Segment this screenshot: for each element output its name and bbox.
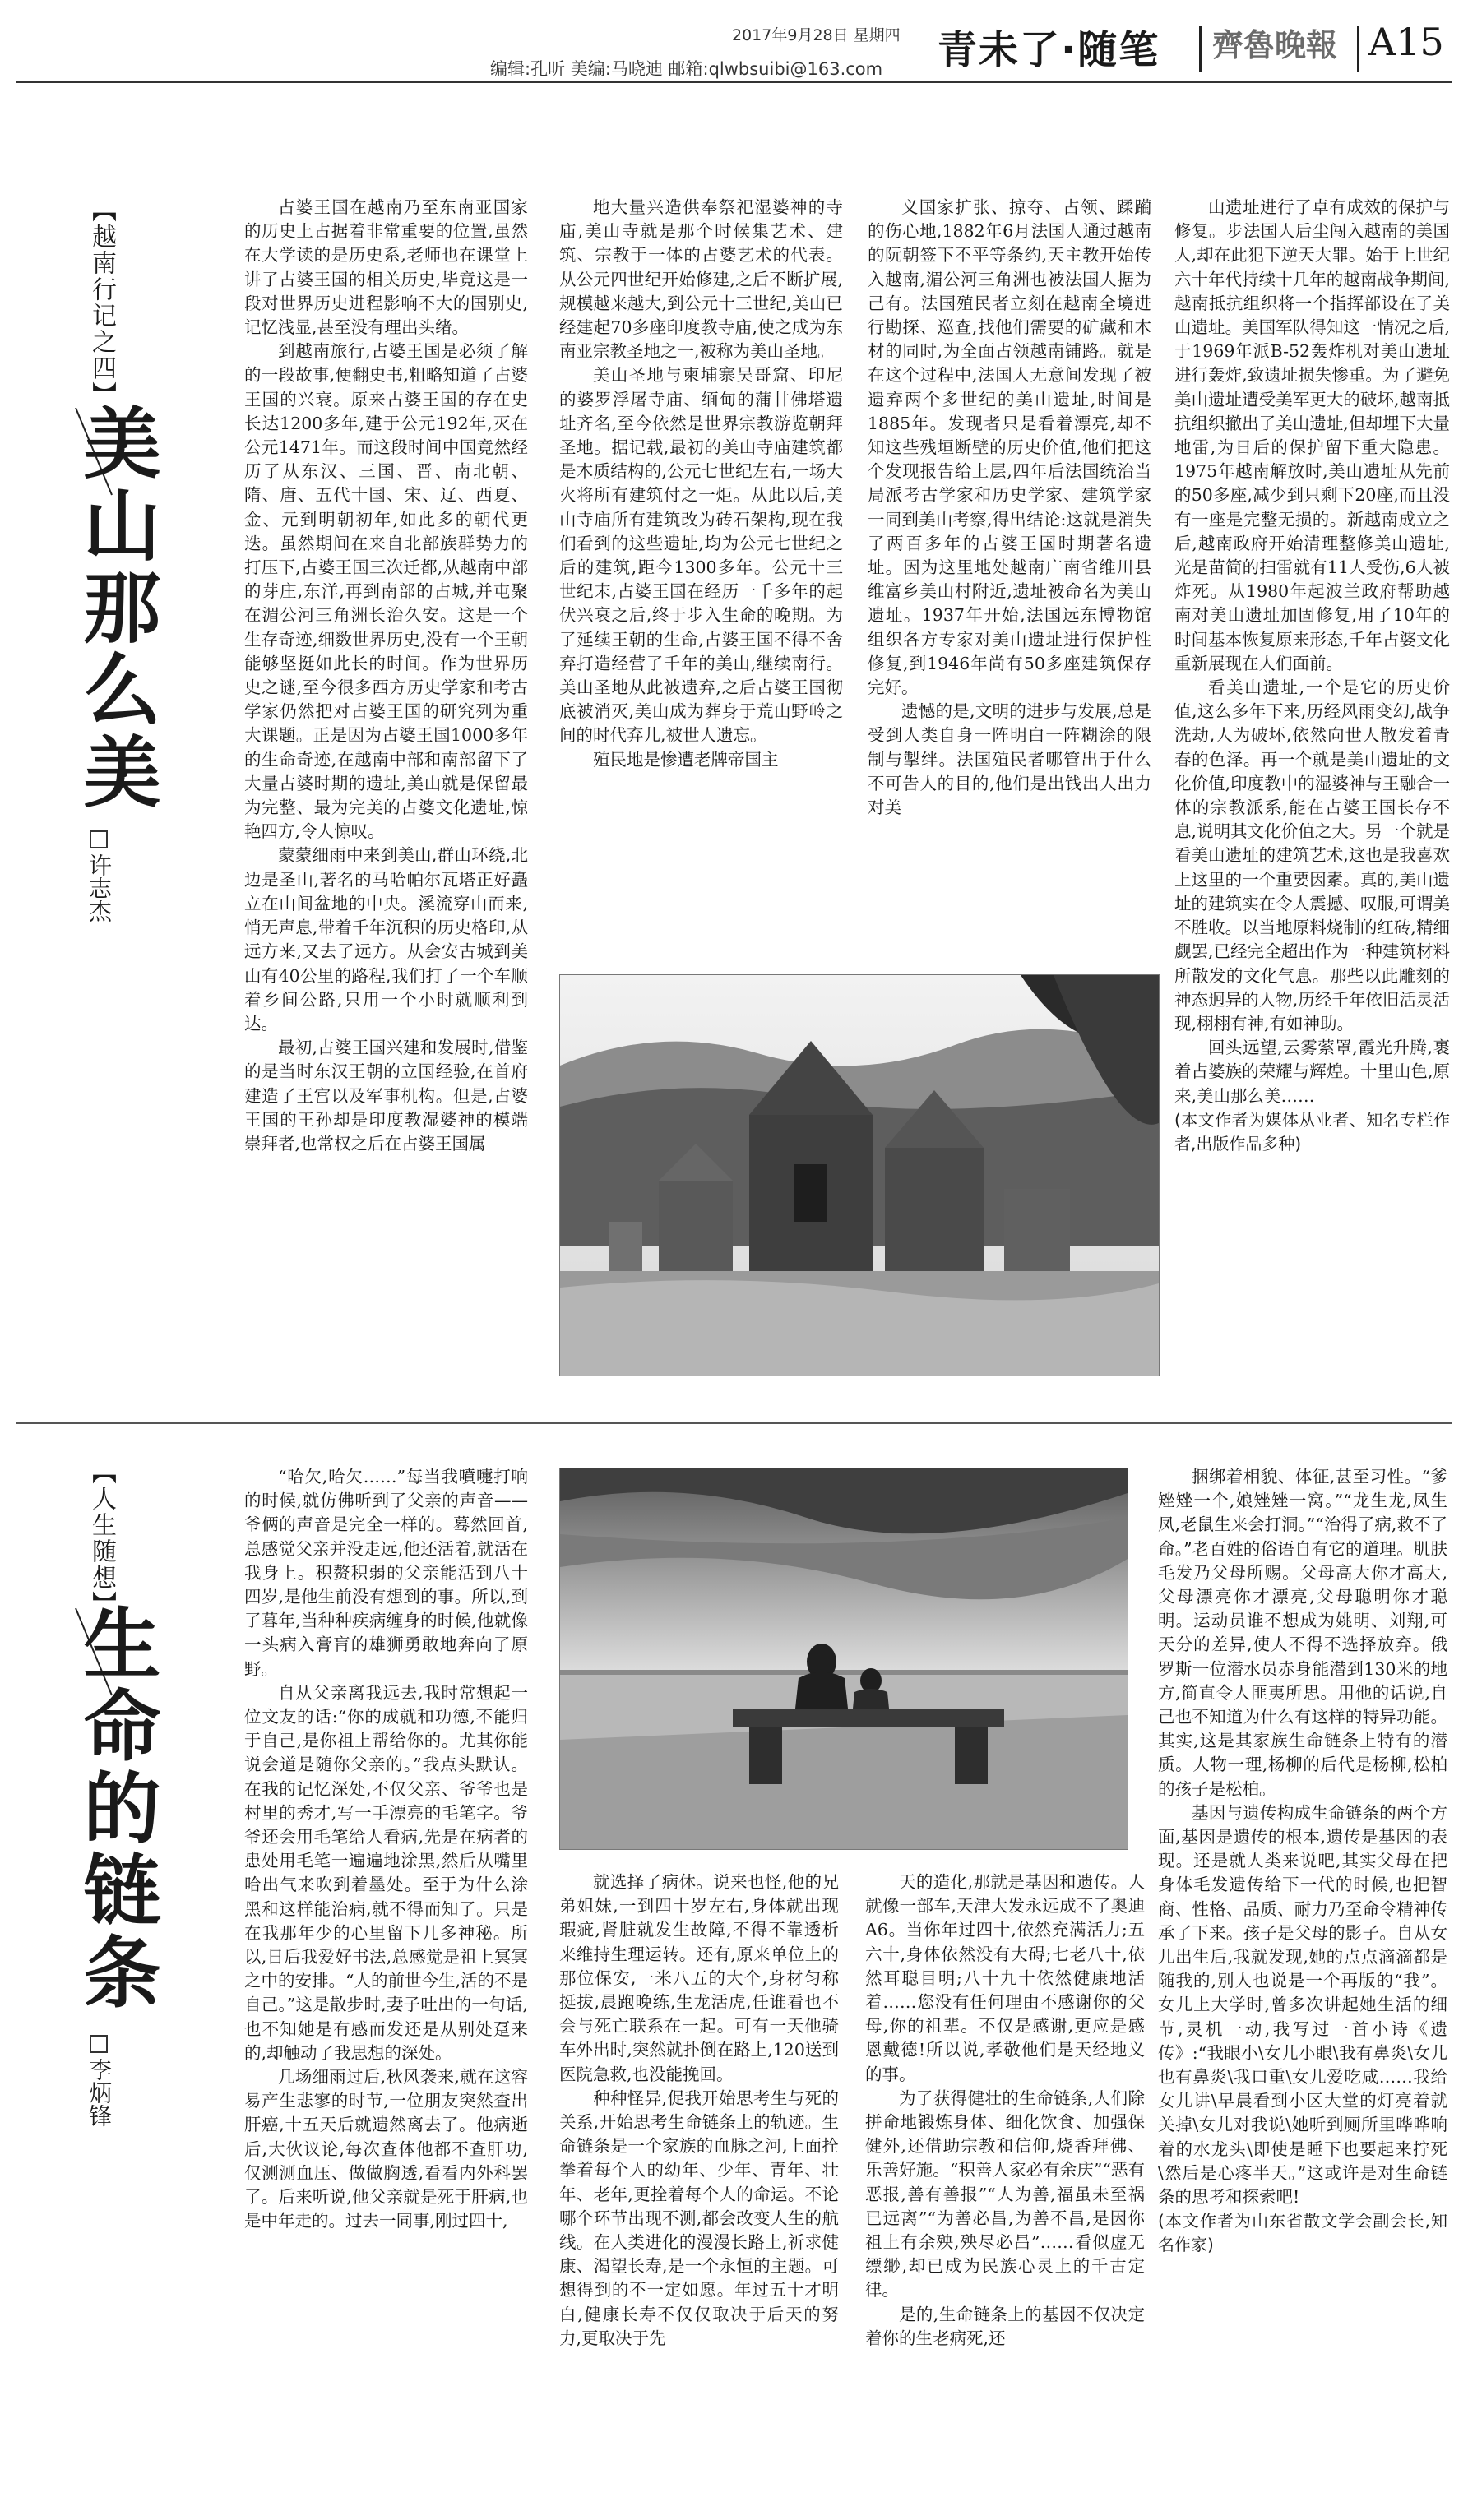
bench-seascape-photo bbox=[559, 1468, 1128, 1850]
newspaper-logo: 齊魯晚報 bbox=[1212, 26, 1338, 63]
paragraph: 捆绑着相貌、体征,甚至习性。“爹矬矬一个,娘矬矬一窝。”“龙生龙,凤生凤,老鼠生来会打洞。”“治得了病,救不了命。”老百姓的俗语自有它的道理。肌肤毛发乃父母所赐。父母高大你才高大,父母漂亮你才漂亮,父母聪明你才聪明。运动员谁不想成为姚明、刘翔,可天分的差异,使人不得不选择放弃。俄罗斯一位潜水员赤身能潜到130米的地方,简直令人匪夷所思。用他的话说,自己也不知道为什么有这样的特异功能。其实,这是其家族生命链条上特有的潜质。人物一理,杨柳的后代是杨柳,松柏的孩子是松柏。 bbox=[1158, 1467, 1447, 1799]
paragraph: 自从父亲离我远去,我时常想起一位文友的话:“你的成就和功德,不能归于自己,是你祖上帮给你的。尤其你能说会道是随你父亲的。”我点头默认。在我的记忆深处,不仅父亲、爷爷也是村里的秀才,写一手漂亮的毛笔字。爷爷还会用毛笔给人看病,先是在病者的患处用毛笔一遍遍地涂黑,然后从嘴里哈出气来吹到着墨处。至于为什么涂黑和这样能治病,就不得而知了。只是在我那年少的心里留下几多神秘。所以,日后我爱好书法,总感觉是祖上冥冥之中的安排。“人的前世今生,活的不是自己。”这是散步时,妻子吐出的一句话,也不知她是有感而发还是从别处趸来的,却触动了我思想的深处。 bbox=[244, 1682, 528, 2063]
author-name: 许志杰 bbox=[86, 853, 113, 922]
article-column bbox=[868, 196, 1151, 944]
paragraph: 山遗址进行了卓有成效的保护与修复。步法国人后尘闯入越南的美国人,却在此犯下逆天大罪。始于上世纪六十年代持续十几年的越南战争期间,越南抵抗组织将一个指挥部设在了美山遗址。美国军队得知这一情况之后,于1969年派B-52轰炸机对美山遗址进行轰炸,致遗址损失惨重。为了避免美山遗址遭受美军更大的破坏,越南抵抗组织撤出了美山遗址,但却埋下大量地雷,为日后的保护留下重大隐患。1975年越南解放时,美山遗址从先前的50多座,减少到只剩下20座,而且没有一座是完整无损的。新越南成立之后,越南政府开始清理整修美山遗址,光是苗简的扫雷就有11人受伤,6人被炸死。从1980年起波兰政府帮助越南对美山遗址加固修复,用了10年的时间基本恢复原来形态,千年占婆文化重新展现在人们面前。 bbox=[1174, 197, 1450, 673]
paragraph: 占婆王国在越南乃至东南亚国家的历史上占据着非常重要的位置,虽然在大学读的是历史系,老师也在课堂上讲了占婆王国的相关历史,毕竟这是一段对世界历史进程影响不大的国别史,记忆浅显,甚至没有理出头绪。 bbox=[244, 197, 528, 338]
article-column bbox=[1174, 196, 1450, 1380]
author-note: (本文作者为媒体从业者、知名专栏作者,出版作品多种) bbox=[1174, 1109, 1450, 1154]
paragraph: 义国家扩张、掠夺、占领、蹂躏的伤心地,1882年6月法国人通过越南的阮朝签下不平等条约,天主教开始传入越南,湄公河三角洲也被法国人据为己有。法国殖民者立刻在越南全境进行勘探、巡查,找他们需要的矿藏和木材的同时,为全面占领越南铺路。就是在这个过程中,法国人无意间发现了被遗弃两个多世纪的美山遗址,时间是1885年。发现者只是看着漂亮,却不知这些残垣断壁的历史价值,他们把这个发现报告给上层,四年后法国统治当局派考古学家和历史学家、建筑学家一同到美山考察,得出结论:这就是消失了两百多年的占婆王国时期著名遗址。因为这里地处越南广南省维川县维富乡美山村附近,遗址被命名为美山遗址。1937年开始,法国远东博物馆组织各方专家对美山遗址进行保护性修复,到1946年尚有50多座建筑保存完好。 bbox=[868, 197, 1151, 698]
masthead-rule bbox=[16, 81, 1452, 83]
paragraph: 最初,占婆王国兴建和发展时,借鉴的是当时东汉王朝的立国经验,在首府建造了王宫以及军事机构。但是,占婆王国的王孙却是印度教湿婆神的模端崇拜者,也常权之后在占婆王国属 bbox=[244, 1038, 528, 1154]
masthead-divider bbox=[1357, 26, 1359, 72]
paragraph: 遗憾的是,文明的进步与发展,总是受到人类自身一阵明白一阵糊涂的限制与掣绊。法国殖民者哪管出于什么不可告人的目的,他们是出钱出人出力对美 bbox=[868, 701, 1151, 818]
byline-box-icon bbox=[90, 2035, 108, 2053]
article-column bbox=[244, 1465, 528, 2501]
article-column bbox=[559, 1870, 839, 2504]
paragraph: 看美山遗址,一个是它的历史价值,这么多年下来,历经风雨变幻,战争洗劫,人为破坏,依然向世人散发着青春的色泽。再一个就是美山遗址的文化价值,印度教中的湿婆神与王融合一体的宗教派系,能在占婆王国长存不息,说明其文化价值之大。另一个就是看美山遗址的建筑艺术,这也是我喜欢上这里的一个重要因素。真的,美山遗址的建筑实在令人震撼、叹服,可谓美不胜收。以当地原料烧制的红砖,精细觑罢,已经完全超出作为一种建筑材料所散发的文化气息。那些以此雕刻的神态迥异的人物,历经千年依旧活灵活现,栩栩有神,有如神助。 bbox=[1174, 677, 1450, 1033]
paragraph: 到越南旅行,占婆王国是必须了解的一段故事,便翻史书,粗略知道了占婆王国的兴衰。原来占婆王国的存在史长达1200多年,建于公元192年,灭在公元1471年。而这段时间中国竟然经历了从东汉、三国、晋、南北朝、隋、唐、五代十国、宋、辽、西夏、金、元到明朝初年,如此多的朝代更迭。虽然期间在来自北部族群势力的打压下,占婆王国三次迁都,从越南中部的芽庄,东洋,再到南部的占城,并屯聚在湄公河三角洲长治久安。这是一个生存奇迹,细数世界历史,没有一个王朝能够坚挺如此长的时间。作为世界历史之谜,至今很多西方历史学家和考古学家仍然把对占婆王国的研究列为重大课题。正是因为占婆王国1000多年的生命奇迹,在越南中部和南部留下了大量占婆时期的遗址,美山就是保留最为完整、最为完美的占婆文化遗址,惊艳四方,令人惊叹。 bbox=[244, 341, 528, 842]
article-column bbox=[559, 196, 843, 944]
paragraph: “哈欠,哈欠……”每当我噴嚏打响的时候,就仿佛听到了父亲的声音——爷俩的声音是完全一样的。蓦然回首,总感觉父亲并没走远,他还活着,就活在我身上。积赘积弱的父亲能活到八十四岁,是他生前没有想到的事。所以,到了暮年,当种种疾病缠身的时候,他就像一头病入膏肓的雄狮勇敢地奔向了原野。 bbox=[244, 1467, 528, 1679]
paragraph: 种种怪异,促我开始思考生与死的关系,开始思考生命链条上的轨迹。生命链条是一个家族的血脉之河,上面拴拳着每个人的幼年、少年、青年、壮年、老年,更拴着每个人的命运。不论哪个环节出现不测,都会改变人生的航线。在人类进化的漫漫长路上,祈求健康、渴望长寿,是一个永恒的主题。可想得到的不一定如愿。年过五十才明白,健康长寿不仅仅取决于后天的努力,更取决于先 bbox=[559, 2088, 839, 2348]
paragraph: 几场细雨过后,秋风袭来,就在这容易产生悲寥的时节,一位朋友突然查出肝癌,十五天后就遗然离去了。他病逝后,大伙议论,每次查体他都不查肝功,仅测测血压、做做胸透,看看内外科罢了。后来听说,他父亲就是死于肝病,也是中年走的。过去一同事,刚过四十, bbox=[244, 2067, 528, 2231]
paragraph: 是的,生命链条上的基因不仅决定着你的生老病死,还 bbox=[865, 2304, 1145, 2348]
author-name: 李炳锋 bbox=[86, 2058, 113, 2127]
paragraph: 就选择了病休。说来也怪,他的兄弟姐妹,一到四十岁左右,身体就出现瑕疵,肾脏就发生故障,不得不靠透析来维持生理运转。还有,原来单位上的那位保安,一米八五的大个,身材匀称挺拔,晨跑晚练,生龙活虎,任谁看也不会与死亡联系在一起。可有一天他骑车外出时,突然就扑倒在路上,120送到医院急救,也没能挽回。 bbox=[559, 1872, 839, 2084]
paragraph: 蒙蒙细雨中来到美山,群山环绕,北边是圣山,著名的马哈帕尔瓦塔正好矗立在山间盆地的中央。溪流穿山而来,悄无声息,带着千年沉积的历史格印,从远方来,又去了远方。从会安古城到美山有40公里的路程,我们打了一个车顺着乡间公路,只用一个小时就顺利到达。 bbox=[244, 845, 528, 1033]
byline-box-icon bbox=[90, 830, 108, 848]
paragraph: 天的造化,那就是基因和遗传。人就像一部车,天津大发永远成不了奥迪A6。当你年过四十,依然充满活力;五六十,身体依然没有大碍;七老八十,依然耳聪目明;八十九十依然健康地活着……您没有任何理由不感谢你的父母,你的祖辈。不仅是感谢,更应是感恩戴德!所以说,孝敬他们是天经地义的事。 bbox=[865, 1872, 1145, 2084]
page-title: 青未了·随笔 bbox=[938, 27, 1160, 73]
author-note: (本文作者为山东省散文学会副会长,知名作家) bbox=[1158, 2211, 1447, 2255]
article-column bbox=[1158, 1465, 1447, 2509]
paragraph: 美山圣地与柬埔寨吴哥窟、印尼的婆罗浮屠寺庙、缅甸的蒲甘佛塔遗址齐名,至今依然是世界宗教游览朝拜圣地。据记载,最初的美山寺庙建筑都是木质结构的,公元七世纪左右,一场大火将所有建筑付之一炬。从此以后,美山寺庙所有建筑改为砖石架构,现在我们看到的这些遗址,均为公元七世纪之后的建筑,距今1300多年。公元十三世纪末,占婆王国在经历一千多年的起伏兴衰之后,终于步入生命的晚期。为了延续王朝的生命,占婆王国不得不舍弃打造经营了千年的美山,继续南行。美山圣地从此被遗弃,之后占婆王国彻底被消灭,美山成为葬身于荒山野岭之间的时代弃儿,被世人遗忘。 bbox=[559, 365, 843, 746]
masthead-divider bbox=[1199, 26, 1202, 72]
series-tag: 【越南行记之四】 bbox=[87, 197, 116, 408]
article-headline: 生命的链条 bbox=[70, 1603, 160, 2014]
byline bbox=[82, 830, 115, 922]
paragraph: 回头远望,云雾萦罩,霞光升腾,裹着占婆族的荣耀与辉煌。十里山色,原来,美山那么美…… bbox=[1174, 1038, 1450, 1106]
byline bbox=[82, 2035, 115, 2127]
article-column bbox=[244, 196, 528, 1363]
editor-credits: 编辑:孔昕 美编:马晓迪 邮箱:qlwbsuibi@163.com bbox=[490, 59, 883, 79]
series-tag: 【人生随想】 bbox=[87, 1459, 116, 1617]
paragraph: 地大量兴造供奉祭祀湿婆神的寺庙,美山寺就是那个时候集艺术、建筑、宗教于一体的占婆艺术的代表。从公元四世纪开始修建,之后不断扩展,规模越来越大,到公元十三世纪,美山已经建起70多座印度教寺庙,使之成为东南亚宗教圣地之一,被称为美山圣地。 bbox=[559, 197, 843, 362]
article-column bbox=[865, 1870, 1145, 2504]
paragraph: 为了获得健壮的生命链条,人们除拼命地锻炼身体、细化饮食、加强保健外,还借助宗教和信仰,烧香拜佛、乐善好施。“积善人家必有余庆”“恶有恶报,善有善报”“人为善,福虽未至祸已远离”“为善必昌,为善不昌,是因你祖上有余殃,殃尽必昌”……看似虚无缥缈,却已成为民族心灵上的千古定律。 bbox=[865, 2088, 1145, 2300]
page-number: A15 bbox=[1368, 20, 1444, 64]
issue-date: 2017年9月28日 星期四 bbox=[732, 26, 901, 44]
paragraph: 基因与遗传构成生命链条的两个方面,基因是遗传的根本,遗传是基因的表现。还是就人类来说吧,其实父母在把身体毛发遗传给下一代的时候,也把智商、性格、品质、耐力乃至命令精神传承了下来。孩子是父母的影子。自从女儿出生后,我就发现,她的点点滴滴都是随我的,别人也说是一个再版的“我”。女儿上大学时,曾多次讲起她生活的细节,灵机一动,我写过一首小诗《遗传》:“我眼小\女儿小眼\我有鼻炎\女儿也有鼻炎\我口重\女儿爱吃咸……我给女儿讲\早晨看到小区大堂的灯亮着就关掉\女儿对我说\她听到厕所里哗哗响着的水龙头\即使是睡下也要起来拧死\然后是心疼半天。”这或许是对生命链条的思考和探索吧! bbox=[1158, 1802, 1447, 2208]
section-divider bbox=[16, 1422, 1452, 1424]
paragraph: 殖民地是惨遭老牌帝国主 bbox=[593, 749, 779, 770]
article-headline: 美山那么美 bbox=[70, 403, 160, 814]
temple-ruins-photo bbox=[559, 974, 1160, 1376]
